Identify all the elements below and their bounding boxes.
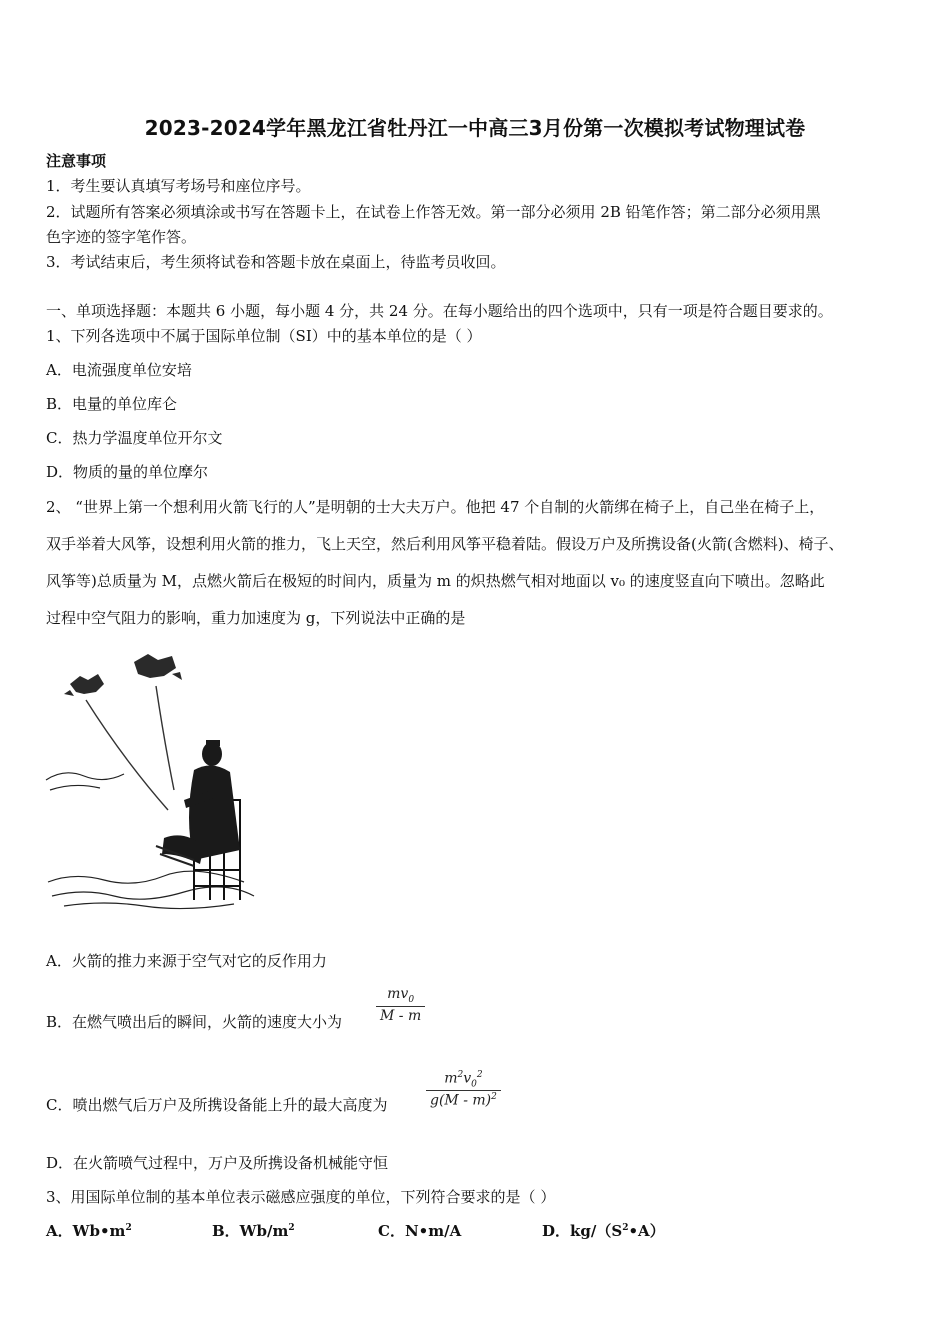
question-2-stem-line: 2、 “世界上第一个想利用火箭飞行的人”是明朝的士大夫万户。他把 47 个自制的火箭绑在椅子上，自己坐在椅子上， [46,498,825,516]
option-b-fraction: $mv_0$ M - m [376,986,425,1024]
superscript: 2 [125,1223,132,1233]
question-2-option-c: C．喷出燃气后万户及所携设备能上升的最大高度为 [46,1096,388,1114]
question-2-stem-line: 双手举着大风筝，设想利用火箭的推力，飞上天空，然后利用风筝平稳着陆。假设万户及所携设备(火箭(含燃料)、椅子、 [46,535,844,553]
option-label: C．N•m/A [378,1222,462,1240]
notice-item: 2．试题所有答案必须填涂或书写在答题卡上，在试卷上作答无效。第一部分必须用 2B 铅笔作答；第二部分必须用黑 [46,203,821,221]
option-label: B．Wb/m [212,1222,289,1240]
option-tail: •A） [628,1222,665,1240]
fraction-numerator: mv [387,986,409,1002]
question-1-option-a: A．电流强度单位安培 [46,361,192,379]
fraction-denominator: M - m [380,1007,422,1024]
notice-heading: 注意事项 [46,152,107,170]
question-3-stem: 3、用国际单位制的基本单位表示磁感应强度的单位，下列符合要求的是（ ） [46,1188,556,1206]
question-2-option-d: D．在火箭喷气过程中，万户及所携设备机械能守恒 [46,1154,389,1172]
question-1-option-c: C．热力学温度单位开尔文 [46,429,223,447]
fraction-denominator: g(M - m) [430,1093,492,1110]
question-2-stem-line: 过程中空气阻力的影响，重力加速度为 g，下列说法中正确的是 [46,609,466,627]
rocket-chair-illustration [44,650,262,916]
question-3-option-c [378,1220,461,1241]
question-2-stem-line: 风筝等)总质量为 M，点燃火箭后在极短的时间内，质量为 m 的炽热燃气相对地面以 v₀ 的速度竖直向下喷出。忽略此 [46,572,825,590]
notice-item: 3．考试结束后，考生须将试卷和答题卡放在桌面上，待监考员收回。 [46,253,506,271]
fraction-numerator: m [444,1070,458,1087]
option-label: D．kg/（S [542,1222,623,1240]
notice-item: 色字迹的签字笔作答。 [46,228,197,246]
question-3-option-b [212,1220,295,1241]
question-1-option-b: B．电量的单位库仑 [46,395,178,413]
question-2-option-b: B．在燃气喷出后的瞬间，火箭的速度大小为 [46,1013,343,1031]
option-label: A．Wb•m [46,1222,126,1240]
question-2-option-a: A．火箭的推力来源于空气对它的反作用力 [46,952,327,970]
superscript: 2 [622,1223,629,1233]
question-3-option-d [542,1220,665,1241]
question-3-option-a [46,1220,132,1241]
option-c-fraction: $m^2v_0^2$ g(M - m)$^2$ [426,1070,501,1109]
page-title: 2023-2024学年黑龙江省牡丹江一中高三3月份第一次模拟考试物理试卷 [144,116,806,140]
question-1-option-d: D．物质的量的单位摩尔 [46,463,209,481]
question-1-stem: 1、下列各选项中不属于国际单位制（SI）中的基本单位的是（ ） [46,327,482,345]
superscript: 2 [288,1223,295,1233]
notice-item: 1．考生要认真填写考场号和座位序号。 [46,177,311,195]
section-heading: 一、单项选择题：本题共 6 小题，每小题 4 分，共 24 分。在每小题给出的四个选项中，只有一项是符合题目要求的。 [46,302,833,320]
